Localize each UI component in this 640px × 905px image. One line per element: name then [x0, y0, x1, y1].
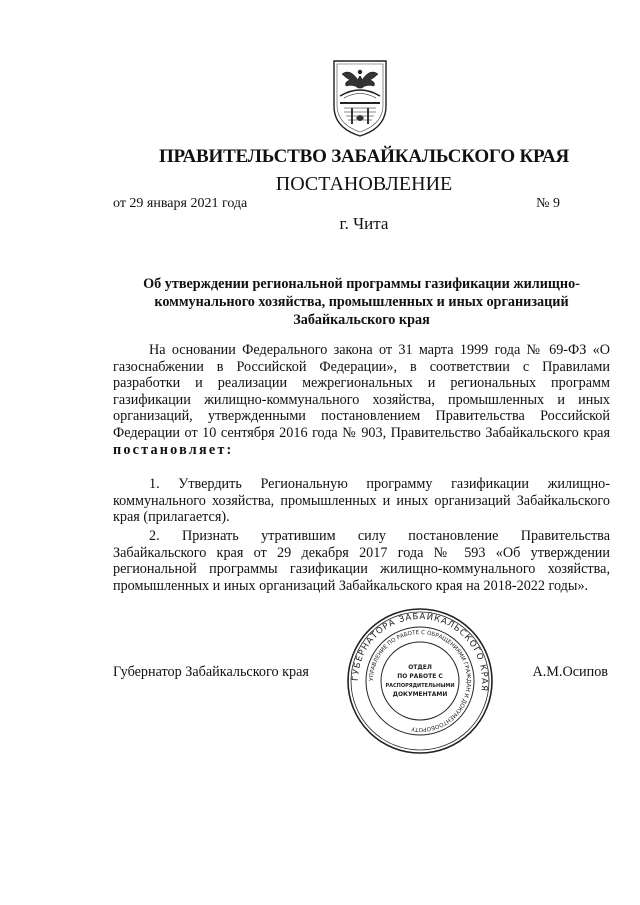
subject-line: коммунального хозяйства, промышленных и иных организаций	[154, 294, 569, 310]
stamp-center-line: ДОКУМЕНТАМИ	[392, 691, 448, 698]
document-number: № 9	[536, 196, 560, 211]
signer-title: Губернатор Забайкальского края	[113, 664, 309, 680]
decree-word: постановляет:	[113, 441, 234, 458]
office-stamp	[345, 606, 495, 756]
subject-line: Об утверждении региональной программы газификации жилищно-	[143, 276, 580, 292]
document-type: ПОСТАНОВЛЕНИЕ	[275, 173, 453, 195]
stamp-center-line: ПО РАБОТЕ С	[397, 673, 443, 680]
stamp-outer-text: ГУБЕРНАТОРА ЗАБАЙКАЛЬСКОГО КРАЯ	[350, 611, 490, 693]
document-city: г. Чита	[339, 214, 389, 233]
coat-of-arms-icon	[330, 58, 390, 138]
svg-text:УПРАВЛЕНИЕ ПО РАБОТЕ С ОБРАЩЕН	[369, 630, 471, 732]
document-date: от 29 января 2021 года	[113, 196, 248, 211]
government-title: ПРАВИТЕЛЬСТВО ЗАБАЙКАЛЬСКОГО КРАЯ	[158, 146, 570, 167]
preamble-paragraph	[113, 342, 610, 458]
stamp-center-line: РАСПОРЯДИТЕЛЬНЫМИ	[385, 683, 455, 689]
resolution-item-1: 1. Утвердить Региональную программу газификации жилищно-коммунального хозяйства, промышленных и иных организаций Забайкальского края (прилагается).	[113, 476, 610, 526]
signer-name: А.М.Осипов	[532, 664, 608, 680]
document-subject	[113, 275, 610, 329]
stamp-center-line: ОТДЕЛ	[408, 664, 432, 671]
stamp-inner-text: УПРАВЛЕНИЕ ПО РАБОТЕ С ОБРАЩЕНИЯМИ ГРАЖДАН И ДОКУМЕНТООБОРОТУ	[368, 629, 472, 733]
resolution-item-2: 2. Признать утратившим силу постановление Правительства Забайкальского края от 29 декабря 2017 года № 593 «Об утверждении региональной программы газификации жилищно-коммунального хозяйства, промышленных и иных организаций Забайкальского края на 2018-2022 годы».	[113, 528, 610, 594]
subject-line: Забайкальского края	[293, 312, 430, 328]
preamble-text: На основании Федерального закона от 31 марта 1999 года № 69-ФЗ «О газоснабжении в Российской Федерации», в соответствии с Правилами разработки и реализации межрегиональных и региональных программ газификации жилищно-коммунального хозяйства, промышленных и иных организаций, утвержденными постановлением Правительства Российской Федерации от 10 сентября 2016 года № 903, Правительство Забайкальского края	[113, 342, 610, 441]
